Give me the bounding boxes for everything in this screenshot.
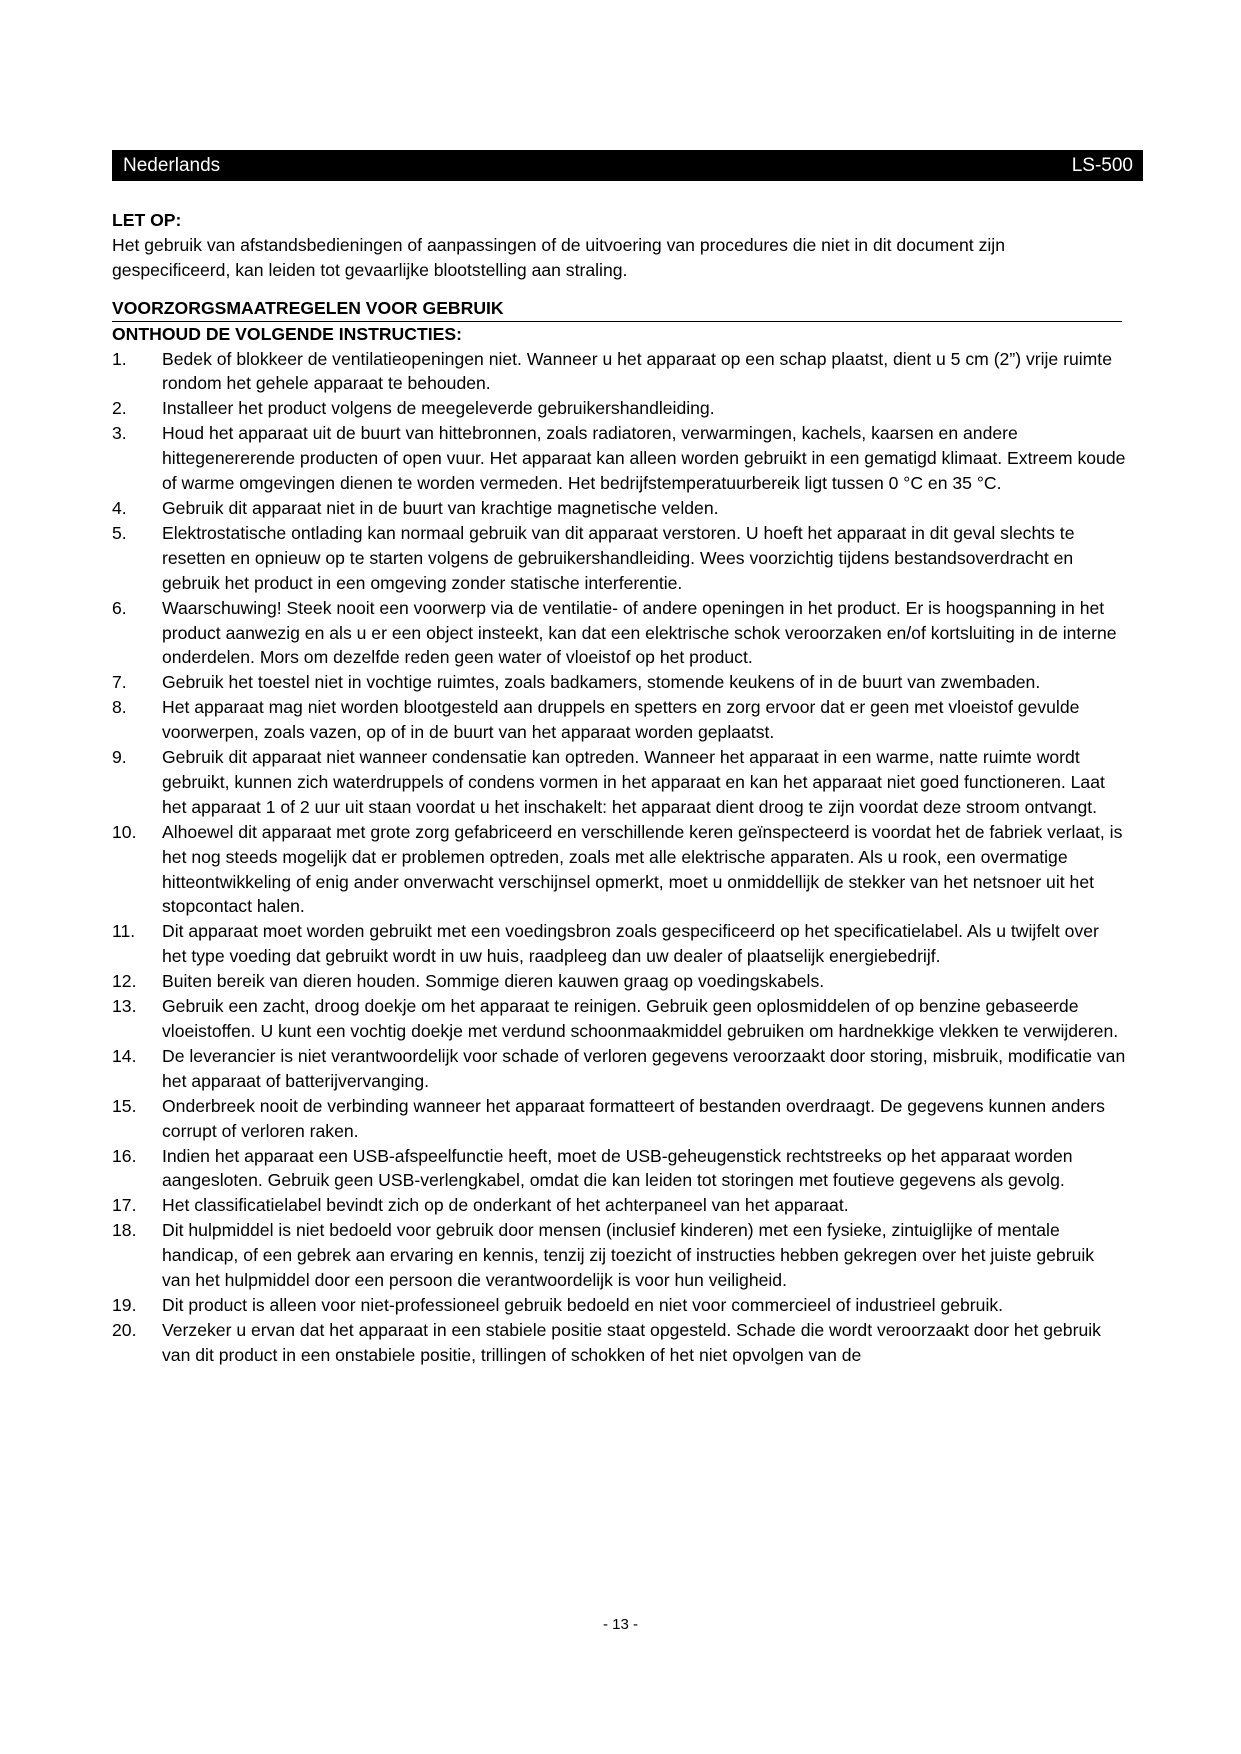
list-item — [112, 969, 1126, 994]
list-item — [112, 421, 1126, 496]
item-number: 6. — [112, 597, 127, 618]
list-item — [112, 745, 1126, 820]
section-subtitle: ONTHOUD DE VOLGENDE INSTRUCTIES: — [112, 323, 462, 344]
list-item — [112, 521, 1126, 596]
list-item — [112, 919, 1126, 969]
notice-text: Het gebruik van afstandsbedieningen of aanpassingen of de uitvoering van procedures die niet in dit document zijn gespecificeerd, kan leiden tot gevaarlijke blootstelling aan straling. — [112, 234, 1005, 280]
item-number: 12. — [112, 971, 137, 992]
list-item — [112, 1144, 1126, 1194]
item-text: Houd het apparaat uit de buurt van hittebronnen, zoals radiatoren, verwarmingen, kachels, kaarsen en andere hittegenererende producten of open vuur. Het apparaat kan alleen worden gebruikt in een gematigd klimaat. Extreem koude of warme omgevingen dienen te worden vermeden. Het bedrijfstemperatuurbereik ligt tussen 0 °C en 35 °C. — [162, 423, 1126, 494]
list-item — [112, 396, 1126, 421]
item-text: Gebruik dit apparaat niet wanneer condensatie kan optreden. Wanneer het apparaat in een warme, natte ruimte wordt gebruikt, kunnen zich waterdruppels of condens vormen in het apparaat en kan het apparaat niet goed functioneren. Laat het apparaat 1 of 2 uur uit staan voordat u het inschakelt: het apparaat dient droog te zijn voordat deze stroom ontvangt. — [162, 747, 1105, 817]
item-number: 10. — [112, 821, 137, 842]
item-number: 13. — [112, 996, 137, 1017]
section-title: VOORZORGSMAATREGELEN VOOR GEBRUIK — [112, 296, 1122, 322]
item-text: Gebruik het toestel niet in vochtige ruimtes, zoals badkamers, stomende keukens of in de buurt van zwembaden. — [162, 672, 1041, 693]
item-text: Verzeker u ervan dat het apparaat in een stabiele positie staat opgesteld. Schade die wordt veroorzaakt door het gebruik van dit product in een onstabiele positie, trillingen of schokken of het niet opvolgen van de — [162, 1319, 1101, 1365]
item-text: Buiten bereik van dieren houden. Sommige dieren kauwen graag op voedingskabels. — [162, 971, 825, 992]
item-number: 5. — [112, 522, 127, 543]
list-item — [112, 670, 1126, 695]
header-model: LS-500 — [1071, 154, 1133, 176]
header-language: Nederlands — [123, 154, 221, 176]
item-text: Alhoewel dit apparaat met grote zorg gefabriceerd en verschillende keren geïnspecteerd is voordat het de fabriek verlaat, is het nog steeds mogelijk dat er problemen optreden, zoals met alle elektrische apparaten. Als u rook, een overmatige hitteontwikkeling of enig ander onverwacht verschijnsel opmerkt, moet u onmiddellijk de stekker van het netsnoer uit het stopcontact halen. — [162, 821, 1123, 917]
item-text: Bedek of blokkeer de ventilatieopeningen niet. Wanneer u het apparaat op een schap plaatst, dient u 5 cm (2”) vrije ruimte rondom het gehele apparaat te behouden. — [162, 348, 1112, 394]
instruction-list — [112, 347, 1126, 1368]
item-text: Dit product is alleen voor niet-professioneel gebruik bedoeld en niet voor commercieel of industrieel gebruik. — [162, 1294, 1004, 1315]
item-number: 16. — [112, 1145, 137, 1166]
item-number: 19. — [112, 1294, 137, 1315]
item-number: 8. — [112, 697, 127, 718]
item-number: 2. — [112, 398, 127, 419]
item-number: 1. — [112, 348, 127, 369]
item-text: Onderbreek nooit de verbinding wanneer het apparaat formatteert of bestanden overdraagt. De gegevens kunnen anders corrupt of verloren raken. — [162, 1095, 1105, 1141]
notice-title: LET OP: — [112, 210, 182, 230]
list-item — [112, 1318, 1126, 1368]
item-text: Het classificatielabel bevindt zich op de onderkant of het achterpaneel van het apparaat. — [162, 1195, 849, 1216]
main-content — [112, 208, 1126, 1368]
item-text: Het apparaat mag niet worden blootgesteld aan druppels en spetters en zorg ervoor dat er geen met vloeistof gevulde voorwerpen, zoals vazen, op of in de buurt van het apparaat worden geplaatst. — [162, 697, 1080, 743]
list-item — [112, 347, 1126, 397]
item-number: 18. — [112, 1220, 137, 1241]
list-item — [112, 1293, 1126, 1318]
item-text: Dit hulpmiddel is niet bedoeld voor gebruik door mensen (inclusief kinderen) met een fysieke, zintuiglijke of mentale handicap, of een gebrek aan ervaring en kennis, tenzij zij toezicht of instructies hebben gekregen over het juiste gebruik van het hulpmiddel door een persoon die verantwoordelijk is voor hun veiligheid. — [162, 1220, 1095, 1291]
item-number: 11. — [112, 921, 136, 942]
item-number: 15. — [112, 1095, 137, 1116]
item-number: 14. — [112, 1045, 137, 1066]
item-text: Waarschuwing! Steek nooit een voorwerp via de ventilatie- of andere openingen in het product. Er is hoogspanning in het product aanwezig en als u er een object insteekt, kan dat een elektrische schok veroorzaken en/of kortsluiting in de interne onderdelen. Mors om dezelfde reden geen water of vloeistof op het product. — [162, 597, 1117, 668]
page-number: - 13 - — [602, 1616, 638, 1633]
item-text: Dit apparaat moet worden gebruikt met een voedingsbron zoals gespecificeerd op het specificatielabel. Als u twijfelt over het type voeding dat gebruikt wordt in uw huis, raadpleeg dan uw dealer of plaatselijk energiebedrijf. — [162, 921, 1099, 967]
item-number: 20. — [112, 1319, 137, 1340]
item-text: De leverancier is niet verantwoordelijk voor schade of verloren gegevens veroorzaakt door storing, misbruik, modificatie van het apparaat of batterijvervanging. — [162, 1045, 1126, 1091]
item-text: Installeer het product volgens de meegeleverde gebruikershandleiding. — [162, 398, 715, 419]
list-item — [112, 1218, 1126, 1293]
item-number: 17. — [112, 1195, 137, 1216]
list-item — [112, 994, 1126, 1044]
item-text: Elektrostatische ontlading kan normaal gebruik van dit apparaat verstoren. U hoeft het apparaat in dit geval slechts te resetten en opnieuw op te starten volgens de gebruikershandleiding. Wees voorzichtig tijdens bestandsoverdracht en gebruik het product in een omgeving zonder statische interferentie. — [162, 522, 1075, 593]
item-text: Indien het apparaat een USB-afspeelfunctie heeft, moet de USB-geheugenstick rechtstreeks op het apparaat worden aangesloten. Gebruik geen USB-verlengkabel, omdat die kan leiden tot storingen met foutieve gegevens als gevolg. — [162, 1145, 1073, 1191]
item-text: Gebruik een zacht, droog doekje om het apparaat te reinigen. Gebruik geen oplosmiddelen of op benzine gebaseerde vloeistoffen. U kunt een vochtig doekje met verdund schoonmaakmiddel gebruiken om hardnekkige vlekken te verwijderen. — [162, 996, 1119, 1041]
item-number: 7. — [112, 672, 127, 693]
list-item — [112, 1094, 1126, 1144]
list-item — [112, 820, 1126, 920]
item-number: 9. — [112, 747, 127, 768]
item-number: 4. — [112, 497, 127, 518]
list-item — [112, 596, 1126, 671]
item-number: 3. — [112, 423, 127, 444]
header-bar — [112, 150, 1143, 181]
list-item — [112, 695, 1126, 745]
item-text: Gebruik dit apparaat niet in de buurt van krachtige magnetische velden. — [162, 497, 719, 518]
list-item — [112, 1044, 1126, 1094]
list-item — [112, 496, 1126, 521]
list-item — [112, 1193, 1126, 1218]
